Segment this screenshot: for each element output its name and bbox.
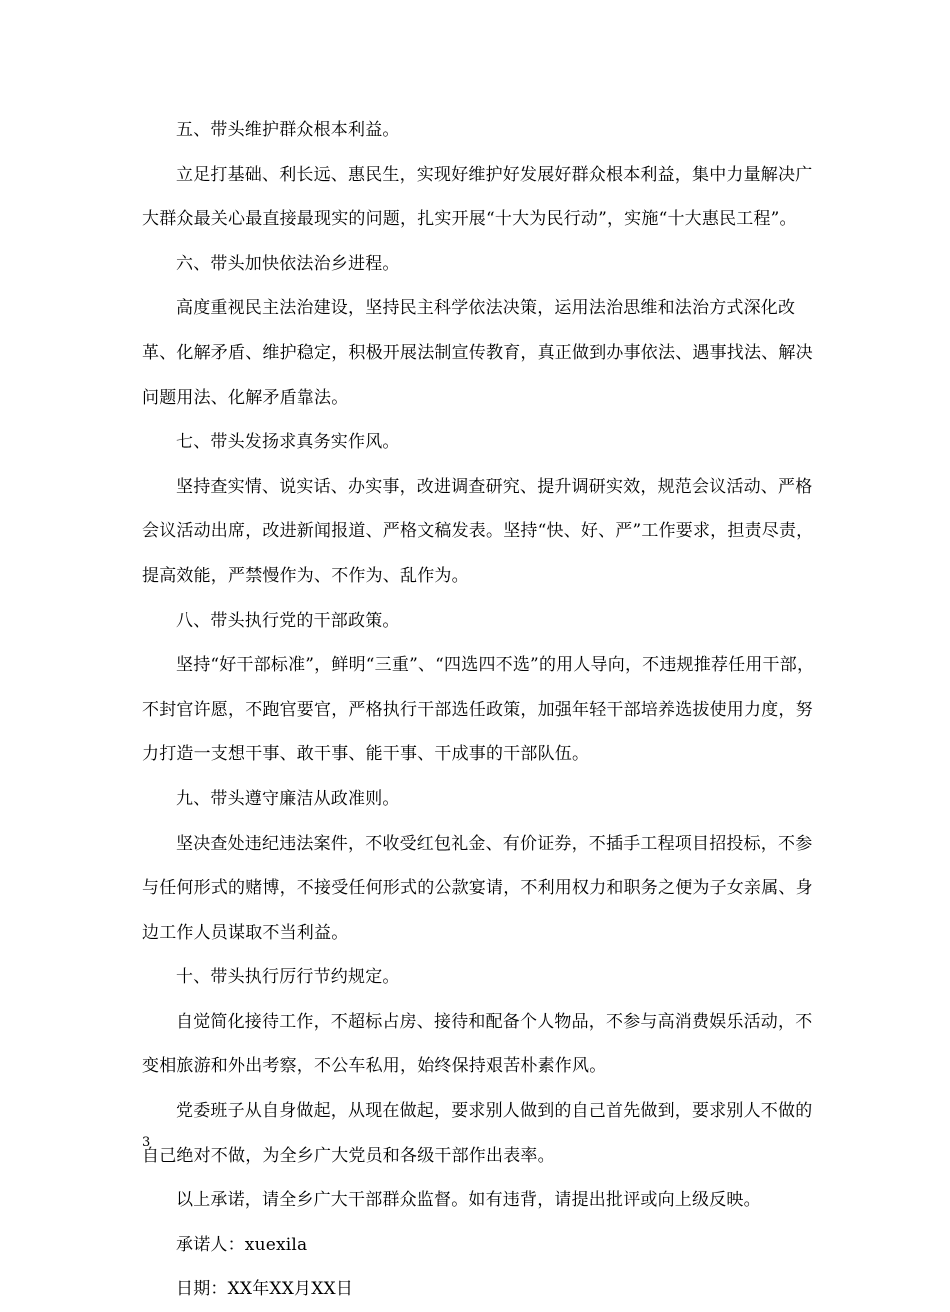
signature-line: 承诺人：xuexila	[176, 1234, 308, 1255]
body-paragraph: 自觉简化接待工作，不超标占房、接待和配备个人物品，不参与高消费娱乐活动，不变相旅游和外出考察，不公车私用，始终保持艰苦朴素作风。	[142, 1011, 813, 1077]
section-heading-5: 五、带头维护群众根本利益。	[176, 120, 400, 140]
body-paragraph: 以上承诺，请全乡广大干部群众监督。如有违背，请提出批评或向上级反映。	[176, 1190, 761, 1211]
body-paragraph: 高度重视民主法治建设，坚持民主科学依法决策，运用法治思维和法治方式深化改革、化解矛盾、维护稳定，积极开展法制宣传教育，真正做到办事依法、遇事找法、解决问题用法、化解矛盾靠法。	[142, 298, 813, 408]
section-heading-7: 七、带头发扬求真务实作风。	[176, 432, 400, 453]
section-heading-10: 十、带头执行厉行节约规定。	[176, 967, 400, 988]
body-paragraph: 坚持“好干部标准”，鲜明“三重”、“四选四不选”的用人导向，不违规推荐任用干部，不封官许愿，不跑官要官，严格执行干部选任政策，加强年轻干部培养选拔使用力度，努力打造一支想干事、敢干事、能干事、干成事的干部队伍。	[142, 655, 815, 765]
page-number: 3	[142, 1135, 151, 1150]
document-body	[142, 108, 822, 1312]
section-heading-8: 八、带头执行党的干部政策。	[176, 610, 400, 631]
body-paragraph: 党委班子从自身做起，从现在做起，要求别人做到的自己首先做到，要求别人不做的自己绝对不做，为全乡广大党员和各级干部作出表率。	[142, 1101, 813, 1166]
body-paragraph: 坚决查处违纪违法案件，不收受红包礼金、有价证券，不插手工程项目招投标，不参与任何形式的赌博，不接受任何形式的公款宴请，不利用权力和职务之便为子女亲属、身边工作人员谋取不当利益。	[142, 833, 813, 943]
body-paragraph: 立足打基础、利长远、惠民生，实现好维护好发展好群众根本利益，集中力量解决广大群众最关心最直接最现实的问题，扎实开展“十大为民行动”，实施“十大惠民工程”。	[142, 164, 813, 230]
date-line: 日期：XX年XX月XX日	[176, 1279, 354, 1300]
section-heading-9: 九、带头遵守廉洁从政准则。	[176, 788, 400, 809]
section-heading-6: 六、带头加快依法治乡进程。	[176, 253, 400, 274]
body-paragraph: 坚持查实情、说实话、办实事，改进调查研究、提升调研实效，规范会议活动、严格会议活动出席，改进新闻报道、严格文稿发表。坚持“快、好、严”工作要求，担责尽责，提高效能，严禁慢作为、不作为、乱作为。	[142, 476, 814, 586]
